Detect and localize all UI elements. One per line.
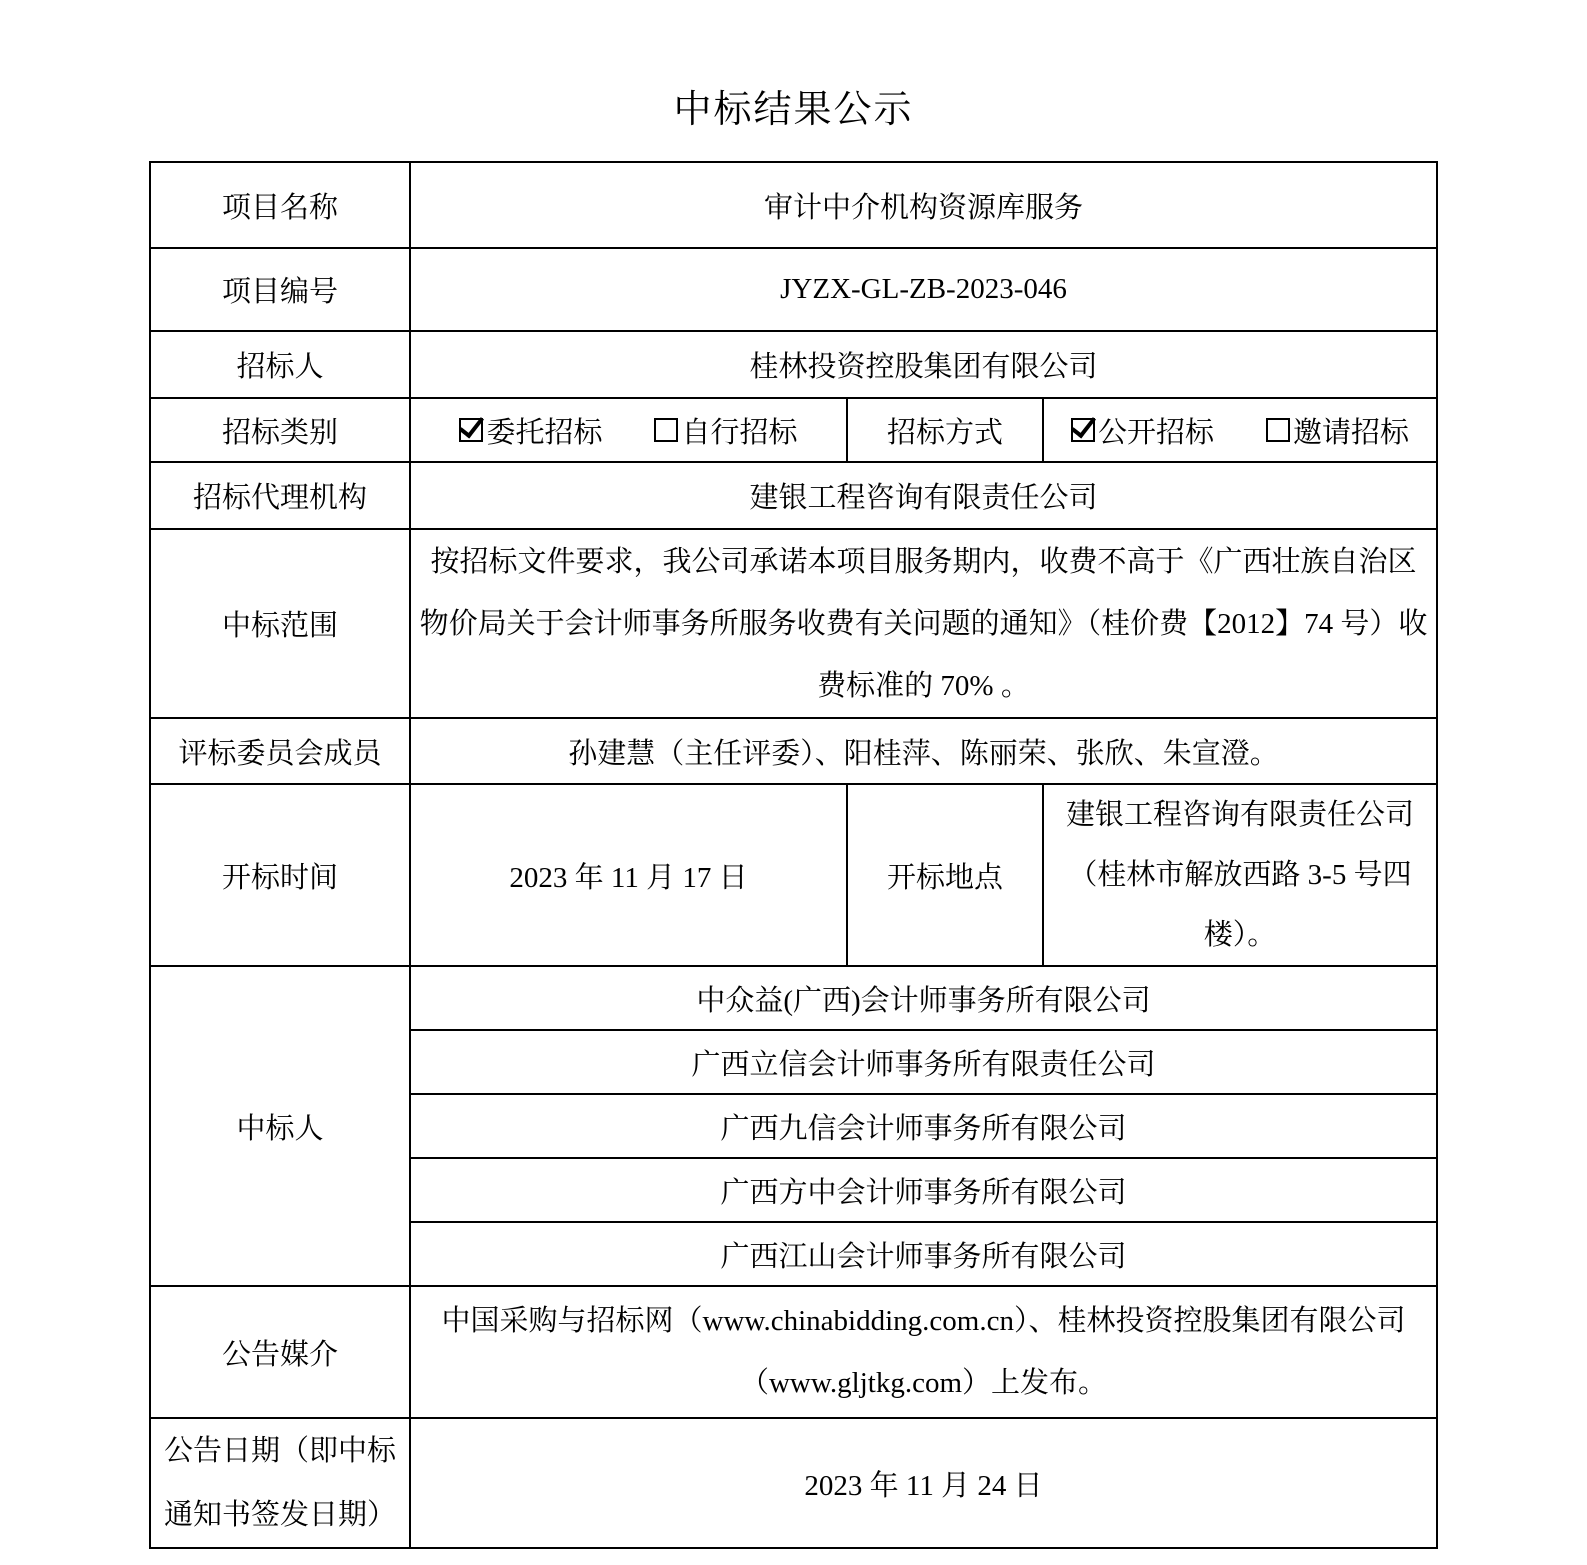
row-agency — [150, 462, 1437, 529]
value-media: 中国采购与招标网（www.chinabidding.com.cn）、桂林投资控股集团有限公司（www.gljtkg.com）上发布。 — [410, 1286, 1437, 1418]
value-tenderer: 桂林投资控股集团有限公司 — [410, 331, 1437, 398]
tender-method-options — [1043, 398, 1437, 462]
value-announce-date: 2023 年 11 月 24 日 — [410, 1418, 1437, 1548]
value-opening-time: 2023 年 11 月 17 日 — [410, 784, 847, 966]
label-project-name: 项目名称 — [150, 162, 410, 248]
row-committee — [150, 718, 1437, 784]
winner-item: 广西方中会计师事务所有限公司 — [410, 1158, 1437, 1222]
label-committee: 评标委员会成员 — [150, 718, 410, 784]
row-announce-date — [150, 1418, 1437, 1548]
value-agency: 建银工程咨询有限责任公司 — [410, 462, 1437, 529]
row-project-name — [150, 162, 1437, 248]
option-invited-tender-label: 邀请招标 — [1292, 416, 1409, 449]
winner-item: 广西江山会计师事务所有限公司 — [410, 1222, 1437, 1286]
checkbox-checked-icon — [1071, 418, 1095, 442]
option-open-tender-label: 公开招标 — [1097, 416, 1214, 449]
label-project-number: 项目编号 — [150, 248, 410, 331]
label-scope: 中标范围 — [150, 529, 410, 718]
label-winners: 中标人 — [150, 966, 410, 1286]
row-bid-opening — [150, 784, 1437, 966]
winner-item: 中众益(广西)会计师事务所有限公司 — [410, 966, 1437, 1030]
checkbox-checked-icon — [459, 418, 483, 442]
row-winner — [150, 966, 1437, 1030]
winner-item: 广西立信会计师事务所有限责任公司 — [410, 1030, 1437, 1094]
row-tenderer — [150, 331, 1437, 398]
page-title: 中标结果公示 — [673, 89, 914, 131]
value-project-number: JYZX-GL-ZB-2023-046 — [410, 248, 1437, 331]
option-self-tender-label: 自行招标 — [681, 416, 798, 449]
label-tender-method: 招标方式 — [847, 398, 1043, 462]
row-scope — [150, 529, 1437, 718]
option-open-tender — [1071, 410, 1214, 451]
checkbox-unchecked-icon — [1266, 418, 1290, 442]
row-tender-category — [150, 398, 1437, 462]
value-scope: 按招标文件要求，我公司承诺本项目服务期内，收费不高于《广西壮族自治区物价局关于会计师事务所服务收费有关问题的通知》（桂价费【2012】74 号）收费标准的 70% 。 — [410, 529, 1437, 718]
label-agency: 招标代理机构 — [150, 462, 410, 529]
value-committee: 孙建慧（主任评委）、阳桂萍、陈丽荣、张欣、朱宣澄。 — [410, 718, 1437, 784]
label-media: 公告媒介 — [150, 1286, 410, 1418]
row-media — [150, 1286, 1437, 1418]
row-project-number — [150, 248, 1437, 331]
option-self-tender — [654, 410, 797, 451]
bid-result-table — [149, 161, 1438, 1549]
label-tenderer: 招标人 — [150, 331, 410, 398]
tender-category-options — [410, 398, 847, 462]
winner-item: 广西九信会计师事务所有限公司 — [410, 1094, 1437, 1158]
label-opening-time: 开标时间 — [150, 784, 410, 966]
label-tender-category: 招标类别 — [150, 398, 410, 462]
label-opening-place: 开标地点 — [847, 784, 1043, 966]
value-opening-place: 建银工程咨询有限责任公司（桂林市解放西路 3-5 号四楼）。 — [1043, 784, 1437, 966]
checkbox-unchecked-icon — [654, 418, 678, 442]
option-delegated-tender-label: 委托招标 — [486, 416, 603, 449]
value-project-name: 审计中介机构资源库服务 — [410, 162, 1437, 248]
option-delegated-tender — [459, 410, 602, 451]
label-announce-date: 公告日期（即中标通知书签发日期） — [150, 1418, 410, 1548]
option-invited-tender — [1266, 410, 1409, 451]
